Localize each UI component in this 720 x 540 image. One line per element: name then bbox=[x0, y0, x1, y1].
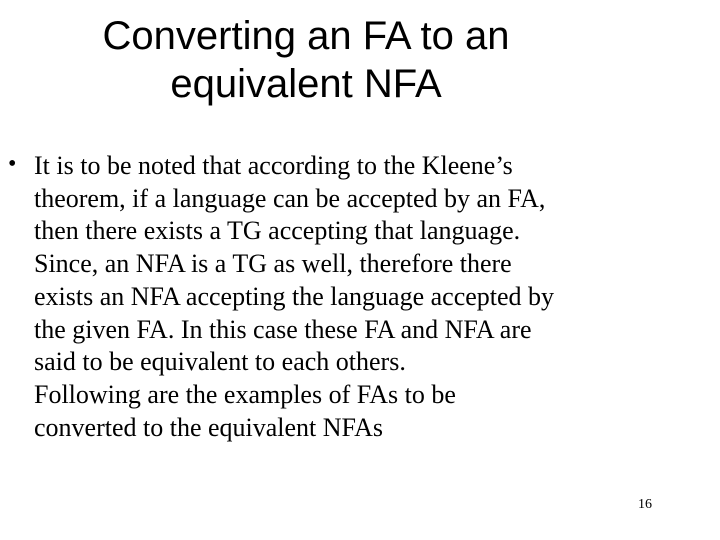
body-line-2: theorem, if a language can be accepted by an FA, bbox=[34, 183, 546, 213]
bullet-marker: • bbox=[8, 151, 17, 177]
body-line-3: then there exists a TG accepting that language. bbox=[34, 216, 521, 246]
body-line-7: said to be equivalent to each others. bbox=[34, 347, 406, 377]
slide-title-line-1: Converting an FA to an bbox=[102, 14, 510, 58]
slide-title-line-2: equivalent NFA bbox=[170, 62, 442, 106]
body-line-5: exists an NFA accepting the language accepted by bbox=[34, 281, 555, 311]
slide-title bbox=[0, 12, 612, 108]
body-line-1: It is to be noted that according to the Kleene’s bbox=[34, 151, 513, 180]
body-line-4: Since, an NFA is a TG as well, therefore there bbox=[34, 249, 512, 279]
slide-body-text bbox=[34, 150, 674, 444]
page-number: 16 bbox=[638, 497, 652, 512]
body-line-6: the given FA. In this case these FA and NFA are bbox=[34, 314, 532, 344]
body-line-9: converted to the equivalent NFAs bbox=[34, 412, 383, 442]
body-line-8: Following are the examples of FAs to be bbox=[34, 379, 456, 409]
